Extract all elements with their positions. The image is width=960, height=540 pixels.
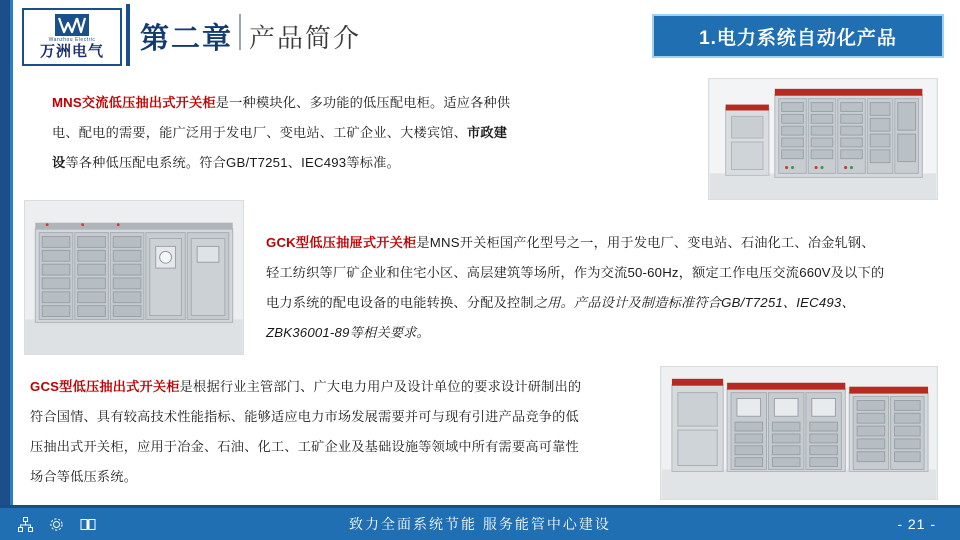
header-divider (126, 4, 130, 66)
left-accent-bar (0, 0, 10, 540)
paragraph-gcs-text-2: 的符合国情、具有较高技术性能指标、能够适应电力市场发展需要并可与现有引进产品竞争 (30, 379, 582, 424)
footer-slogan: 致力全面系统节能 服务能管中心建设 (349, 516, 611, 532)
slide-header (0, 0, 960, 72)
paragraph-gcs-text-1: 是根据行业主管部门、广大电力用户及设计单位的要求设计研制出 (179, 379, 568, 394)
paragraph-mns-text-1: 是一种模块化、多功能的低压配电柜。适应各种供电、配电 (52, 95, 511, 140)
paragraph-gcs-text-4: 可靠性场合等低压系统。 (30, 439, 579, 484)
paragraph-gck-text-2: 工、冶金轧钢、轻工纺织等厂矿企业和住宅小区、高层建筑等场所，作为交流50- (266, 235, 875, 280)
company-logo (22, 8, 122, 66)
paragraph-gcs (30, 372, 586, 492)
mns-switchgear-photo (708, 78, 938, 200)
paragraph-mns-text-2: 的需要，能广泛用于发电厂、变电站、工矿企业、大楼宾馆、 (105, 125, 468, 140)
page-number: - 21 - (897, 516, 936, 532)
company-logo-en: Wanzhou Electric (48, 37, 96, 43)
keyword-gck: GCK型低压抽屉式开关柜 (266, 235, 417, 250)
paragraph-gck-text-1: 是MNS开关柜国产化型号之一，用于发电厂、变电站、石油化 (416, 235, 781, 250)
paragraph-gck-text-3: 60Hz，额定工作电压交流660V及以下的电力系统的配电设备的电能转换、分配及控制 (266, 265, 885, 310)
paragraph-mns-text-4: 等各种低压配 (65, 155, 146, 170)
slide-footer (0, 508, 960, 540)
paragraph-gcs-text-3: 的低压抽出式开关柜，应用于冶金、石油、化工、工矿企业及基础设施等领域中所有需要高 (30, 409, 579, 454)
paragraph-mns-text-5: 电系统。符合GB/T7251、IEC493等标准。 (145, 155, 400, 170)
chapter-title: 第二章 (140, 23, 234, 55)
gck-switchgear-photo (24, 200, 244, 355)
company-logo-cn: 万洲电气 (39, 43, 104, 60)
keyword-gcs: GCS型低压抽出式开关柜 (30, 379, 180, 394)
w-monogram-icon (55, 14, 89, 36)
topic-badge: 1.电力系统自动化产品 (652, 14, 944, 58)
left-accent-bar-inner (10, 0, 13, 540)
paragraph-gck-text-4: 之用。产品设计及制造标准符合GB/T7251、IEC493、ZBK36001-89等相关要求。 (266, 295, 855, 340)
chapter-separator (239, 14, 241, 50)
gcs-switchgear-photo (660, 366, 938, 500)
paragraph-mns (52, 88, 520, 178)
keyword-mns: MNS交流低压抽出式开关柜 (52, 95, 216, 110)
chapter-subtitle: 产品简介 (249, 23, 362, 53)
paragraph-gck (266, 228, 886, 348)
paragraph-mns-text-3: 市政建设 (52, 125, 508, 170)
